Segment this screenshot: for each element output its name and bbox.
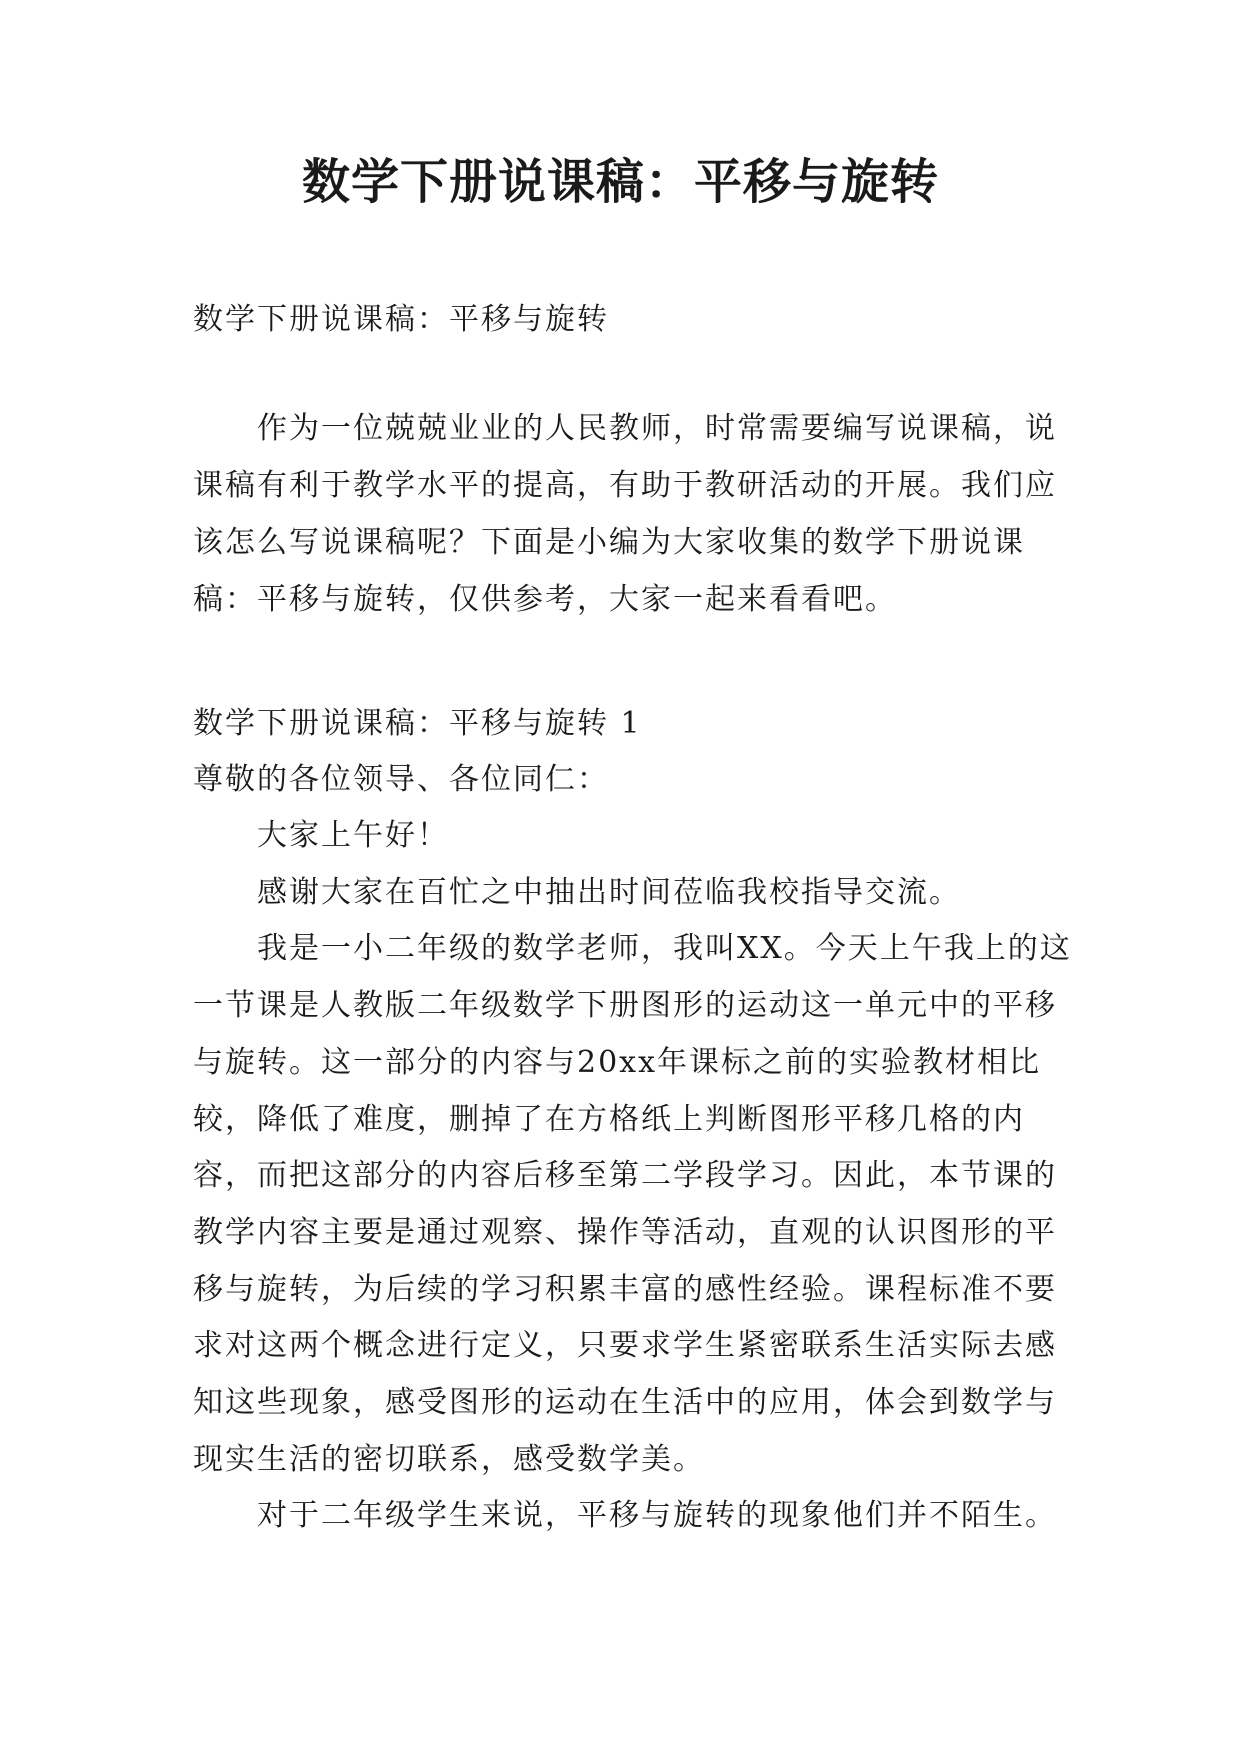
section-heading: 数学下册说课稿：平移与旋转 1 [193, 706, 642, 741]
body-paragraph: 对于二年级学生来说，平移与旋转的现象他们并不陌生。 [257, 1498, 1057, 1534]
intro-paragraph: 作为一位兢兢业业的人民教师，时常需要编写说课稿，说课稿有利于教学水平的提高，有助于教研活动的开展。我们应该怎么写说课稿呢？下面是小编为大家收集的数学下册说课稿：平移与旋转，仅供参考，大家一起来看看吧。 [193, 411, 1057, 617]
document-title: 数学下册说课稿：平移与旋转 [301, 154, 939, 210]
body-paragraph: 大家上午好！ [257, 818, 449, 853]
document-subtitle: 数学下册说课稿：平移与旋转 [193, 302, 609, 337]
speech-content [193, 808, 1073, 1545]
body-paragraph: 感谢大家在百忙之中抽出时间莅临我校指导交流。 [257, 874, 961, 910]
salutation: 尊敬的各位领导、各位同仁： [193, 762, 609, 797]
body-paragraph: 我是一小二年级的数学老师，我叫XX。今天上午我上的这一节课是人教版二年级数学下册图形的运动这一单元中的平移与旋转。这一部分的内容与20xx年课标之前的实验教材相比较，降低了难度，删掉了在方格纸上判断图形平移几格的内容，而把这部分的内容后移至第二学段学习。因此，本节课的教学内容主要是通过观察、操作等活动，直观的认识图形的平移与旋转，为后续的学习积累丰富的感性经验。课程标准不要求对这两个概念进行定义，只要求学生紧密联系生活实际去感知这些现象，感受图形的运动在生活中的应用，体会到数学与现实生活的密切联系，感受数学美。 [193, 931, 1072, 1477]
